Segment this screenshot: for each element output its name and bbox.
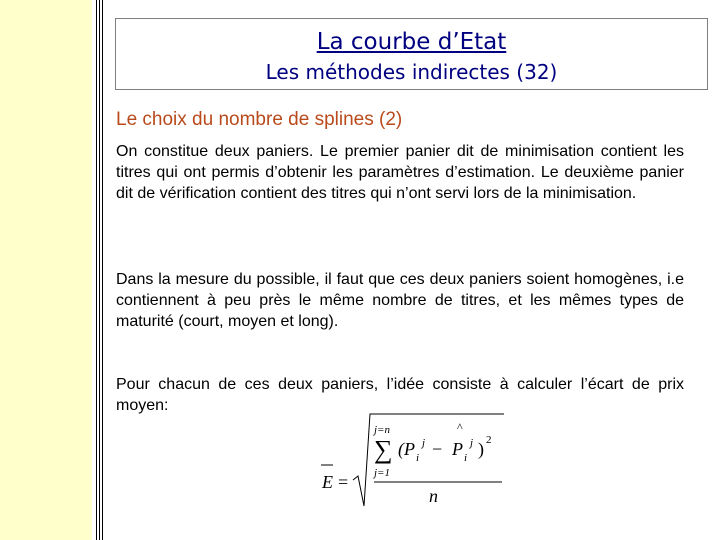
sidebar-divider-line (99, 0, 100, 540)
formula-p-hat: P (452, 439, 463, 459)
paragraph-homogeneite: Dans la mesure du possible, il faut que ces deux paniers soient homogènes, i.e contiennent à peu près le même nombre de titres, et les mêmes types de maturité (court, moyen et long). (116, 271, 684, 330)
formula-equals: = (338, 472, 349, 492)
sidebar-divider-line (102, 0, 103, 540)
formula-term-p: (P (398, 439, 415, 459)
formula-denominator: n (429, 486, 438, 506)
sidebar-band (0, 0, 92, 540)
formula-close-paren: ) (478, 439, 484, 459)
title-box (115, 18, 708, 90)
formula-sub-i-2: i (464, 452, 468, 464)
formula-mean-price-gap (316, 410, 516, 520)
section-heading: Le choix du nombre de splines (2) (116, 109, 403, 130)
slide-title: La courbe d’Etat (316, 29, 507, 55)
formula-sup-j: j (422, 437, 426, 449)
formula-hat: ^ (457, 420, 463, 434)
sidebar-divider-line (96, 0, 97, 540)
formula-lhs: E (322, 472, 333, 492)
paragraph-paniers: On constitue deux paniers. Le premier panier dit de minimisation contient les titres qui ont permis d’obtenir les paramètres d’estimation. Le deuxième panier dit de vérification contient des titres qui n’ont servi lors de la minimisation. (116, 143, 684, 202)
formula-power: 2 (486, 434, 492, 446)
formula-sub-i: i (416, 452, 420, 464)
formula-sup-j-2: j (470, 437, 474, 449)
formula-sum-symbol: ∑ (374, 435, 393, 464)
slide-subtitle: Les méthodes indirectes (32) (265, 60, 558, 85)
formula-upper-limit: j=n (374, 424, 390, 436)
paragraph-ecart-prix: Pour chacun de ces deux paniers, l’idée consiste à calculer l’écart de prix moyen: (116, 376, 684, 414)
formula-lower-limit: j=1 (374, 467, 390, 479)
formula-graphic (316, 410, 516, 520)
formula-minus: − (432, 439, 443, 459)
